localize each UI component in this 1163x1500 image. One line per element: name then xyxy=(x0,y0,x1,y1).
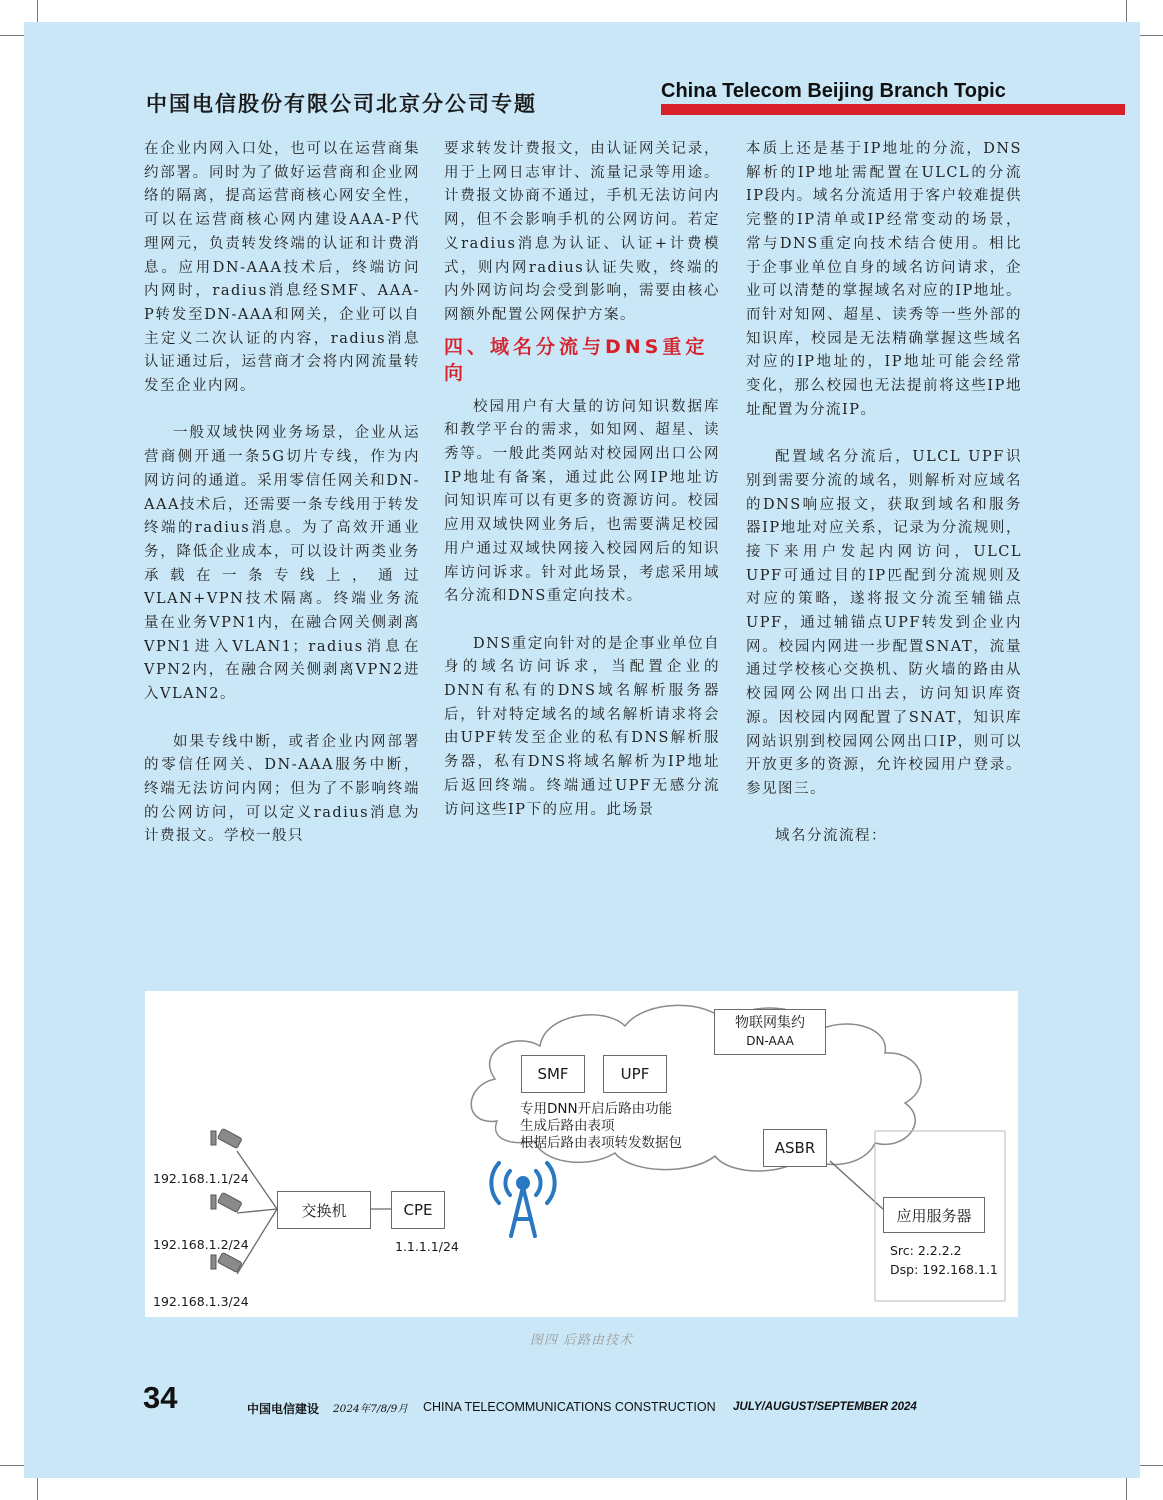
page-number: 34 xyxy=(143,1380,178,1415)
text-column-1 xyxy=(144,138,420,849)
paragraph: 在企业内网入口处，也可以在运营商集约部署。同时为了做好运营商和企业网络的隔离，提高运营商核心网安全性，可以在运营商核心网内建设AAA-P代理网元，负责转发终端的认证和计费消息。应用DN-AAA技术后，终端访问内网时，radius消息经SMF、AAA-P转发至DN-AAA和网关，企业可以自主定义二次认证的内容，radius消息认证通过后，运营商才会将内网流量转发至企业内网。 xyxy=(144,141,420,395)
paragraph: 配置域名分流后，ULCL UPF识别到需要分流的域名，则解析对应域名的DNS响应报文，获取到域名和服务器IP地址对应关系，记录为分流规则，接下来用户发起内网访问，ULCL UPF可通过目的IP匹配到分流规则及对应的策略，遂将报文分流至辅锚点UPF，通过辅锚点UPF转发到企业内网。校园内网进一步配置SNAT，流量通过学校核心交换机、防火墙的路由从校园网公网出口出去，访问知识库资源。因校园内网配置了SNAT，知识库网站识别到校园网公网出口IP，则可以开放更多的资源，允许校园用户登录。参见图三。 xyxy=(746,449,1022,797)
paragraph: 一般双域快网业务场景，企业从运营商侧开通一条5G切片专线，作为内网访问的通道。采用零信任网关和DN-AAA技术后，还需要一条专线用于转发终端的radius消息。为了高效开通业务，降低企业成本，可以设计两类业务承载在一条专线上，通过VLAN+VPN技术隔离。终端业务流量在业务VPN1内，在融合网关侧剥离VPN1进入VLAN1；radius消息在VPN2内，在融合网关侧剥离VPN2进入VLAN2。 xyxy=(144,425,420,703)
footer-magazine-cn: 中国电信建设 xyxy=(247,1402,320,1416)
paragraph: 要求转发计费报文，由认证网关记录，用于上网日志审计、流量记录等用途。计费报文协商不通过，手机无法访问内网，但不会影响手机的公网访问。若定义radius消息为认证、认证+计费模式，则内网radius认证失败，终端的内外网访问均会受到影响，需要由核心网额外配置公网保护方案。 xyxy=(444,141,720,323)
cpe-node: CPE xyxy=(391,1191,445,1229)
iot-label: 物联网集约 xyxy=(735,1015,805,1031)
dn-aaa-label: DN-AAA xyxy=(746,1034,794,1048)
figure-caption: 图四 后路由技术 xyxy=(529,1333,634,1348)
paragraph: 如果专线中断，或者企业内网部署的零信任网关、DN-AAA服务中断，终端无法访问内网；但为了不影响终端的公网访问，可以定义radius消息为计费报文。学校一般只 xyxy=(144,733,420,845)
footer-issue-en: JULY/AUGUST/SEPTEMBER 2024 xyxy=(733,1401,917,1413)
footer-issue-cn: 2024年7/8/9月 xyxy=(333,1403,408,1415)
network-diagram xyxy=(145,991,1018,1317)
smf-node: SMF xyxy=(521,1055,585,1093)
text-column-2 xyxy=(444,138,720,822)
paragraph: DNS重定向针对的是企事业单位自身的域名访问诉求，当配置企业的DNN有私有的DNS域名解析服务器后，针对特定域名的域名解析请求将会由UPF转发至企业的私有DNS解析服务器，私有DNS将域名解析为IP地址后返回终端。终端通过UPF无感分流访问这些IP下的应用。此场景 xyxy=(444,635,720,818)
header-title-en: China Telecom Beijing Branch Topic xyxy=(661,80,1006,102)
paragraph: 校园用户有大量的访问知识数据库和教学平台的需求，如知网、超星、读秀等。一般此类网站对校园网出口公网IP地址有备案，通过此公网IP地址访问知识库可以有更多的资源访问。校园应用双域快网业务后，也需要满足校园用户通过双域快网接入校园网后的知识库访问诉求。针对此场景，考虑采用域名分流和DNS重定向技术。 xyxy=(444,398,720,605)
asbr-node: ASBR xyxy=(763,1129,827,1167)
upf-node: UPF xyxy=(603,1055,667,1093)
paragraph: 本质上还是基于IP地址的分流，DNS解析的IP地址需配置在ULCL的分流IP段内。域名分流适用于客户较难提供完整的IP清单或IP经常变动的场景，常与DNS重定向技术结合使用。相比于企事业单位自身的域名访问请求，企业可以清楚的掌握域名对应的IP地址。而针对知网、超星、读秀等一些外部的知识库，校园是无法精确掌握这些域名对应的IP地址的，IP地址可能会经常变化，那么校园也无法提前将这些IP地址配置为分流IP。 xyxy=(746,141,1022,418)
server-addresses xyxy=(890,1241,998,1279)
dn-aaa-node xyxy=(714,1009,826,1055)
note-line: 根据后路由表项转发数据包 xyxy=(520,1135,682,1151)
link-camera2-switch xyxy=(237,1209,277,1213)
header-title-cn: 中国电信股份有限公司北京分公司专题 xyxy=(146,92,537,116)
dsp-address: Dsp: 192.168.1.1 xyxy=(890,1262,998,1277)
route-notes xyxy=(520,1101,682,1152)
paragraph: 域名分流流程： xyxy=(775,828,887,845)
src-address: Src: 2.2.2.2 xyxy=(890,1243,962,1258)
note-line: 生成后路由表项 xyxy=(520,1118,615,1134)
note-line: 专用DNN开启后路由功能 xyxy=(520,1101,673,1117)
switch-node: 交换机 xyxy=(277,1191,371,1229)
camera2-ip: 192.168.1.2/24 xyxy=(153,1237,249,1252)
camera3-ip: 192.168.1.3/24 xyxy=(153,1294,249,1309)
cell-tower-icon xyxy=(491,1163,554,1236)
text-column-3 xyxy=(746,138,1022,849)
app-server-node: 应用服务器 xyxy=(883,1197,985,1233)
camera1-ip: 192.168.1.1/24 xyxy=(153,1171,249,1186)
section-title: 四、域名分流与DNS重定向 xyxy=(444,335,709,384)
footer-magazine-en: CHINA TELECOMMUNICATIONS CONSTRUCTION xyxy=(423,1400,716,1414)
header-accent-bar xyxy=(661,104,1125,115)
diagram-graphics xyxy=(145,991,1018,1317)
cpe-ip: 1.1.1.1/24 xyxy=(395,1239,459,1254)
